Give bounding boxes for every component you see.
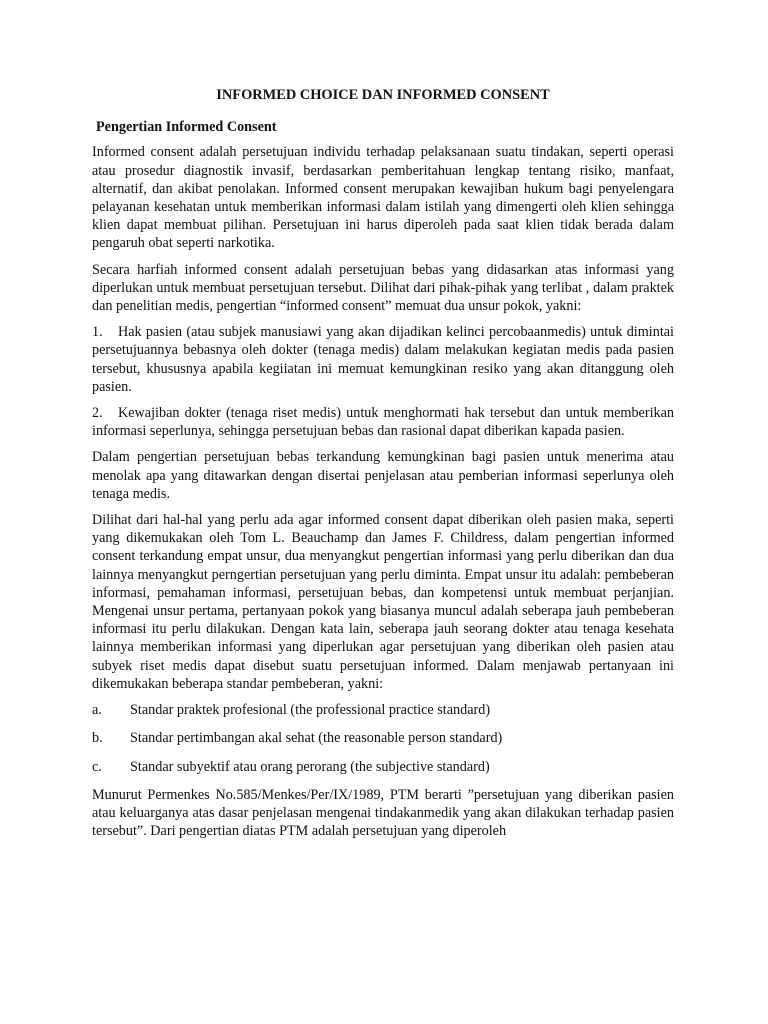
paragraph-literal-meaning: Secara harfiah informed consent adalah persetujuan bebas yang didasarkan atas informasi yang diperlukan untuk membuat persetujuan tersebut. Dilihat dari pihak-pihak yang terlibat , dalam praktek dan penelitian medis, pengertian “informed consent” memuat dua unsur pokok, yakni: xyxy=(92,261,674,315)
list-item-text: Standar praktek profesional (the professional practice standard) xyxy=(130,702,491,719)
paragraph-definition: Informed consent adalah persetujuan individu terhadap pelaksanaan suatu tindakan, seperti operasi atau prosedur diagnostik invasif, berdasarkan pemberitahuan lengkap tentang risiko, manfaat, alternatif, dan akibat penolakan. Informed consent merupakan kewajiban hukum bagi penyelengara pelayanan kesehatan untuk memberikan informasi dalam istilah yang dimengerti oleh klien sehingga klien dapat membuat pilihan. Persetujuan ini harus diperoleh pada saat klien tidak berada dalam pengaruh obat seperti narkotika. xyxy=(92,144,674,252)
list-item-text: Hak pasien (atau subjek manusiawi yang akan dijadikan kelinci percobaanmedis) untuk dimintai persetujuannya bebasnya oleh dokter (tenaga medis) dalam melakukan kegiatan medis pada pasien tersebut, khususnya apabila kegiiatan ini memuat kemungkinan resiko yang akan ditanggung oleh pasien. xyxy=(92,324,674,395)
document-page xyxy=(92,86,674,848)
list-marker: 2. xyxy=(92,405,103,422)
list-marker: a. xyxy=(92,702,102,719)
list-marker: b. xyxy=(92,730,103,747)
section-heading: Pengertian Informed Consent xyxy=(96,119,277,136)
standard-item xyxy=(92,758,674,776)
list-item-text: Kewajiban dokter (tenaga riset medis) untuk menghormati hak tersebut dan untuk memberikan informasi seperlunya, sehingga persetujuan bebas dan rasional dapat diberikan kapada pasien. xyxy=(92,405,674,440)
list-item-text: Standar subyektif atau orang perorang (the subjective standard) xyxy=(130,758,490,775)
paragraph-permenkes: Munurut Permenkes No.585/Menkes/Per/IX/1989, PTM berarti ”persetujuan yang diberikan pasien atau keluarganya atas dasar penjelasan mengenai tindakanmedik yang akan dilakukan terhadap pasien tersebut”. Dari pengertian diatas PTM adalah persetujuan yang diperoleh xyxy=(92,786,674,840)
numbered-item xyxy=(92,323,674,396)
paragraph-free-consent: Dalam pengertian persetujuan bebas terkandung kemungkinan bagi pasien untuk menerima atau menolak apa yang ditawarkan dengan disertai penjelasan atau pemberian informasi seperlunya oleh tenaga medis. xyxy=(92,449,674,502)
paragraph-four-elements: Dilihat dari hal-hal yang perlu ada agar informed consent dapat diberikan oleh pasien maka, seperti yang dikemukakan oleh Tom L. Beauchamp dan James F. Childress, dalam pengertian informed consent terkandung empat unsur, dua menyangkut pengertian informasi yang perlu diberikan dan dua lainnya menyangkut perngertian persetujuan yang perlu diminta. Empat unsur itu adalah: pembeberan informasi, pemahaman informasi, persetujuan bebas, dan kompetensi untuk membuat perjanjian. Mengenai unsur pertama, pertanyaan pokok yang biasanya muncul adalah seberapa jauh pembeberan informasi itu perlu dilakukan. Dengan kata lain, seberapa jauh seorang dokter atau tenaga kesehata lainnya memberikan informasi yang diperlukan agar persetujuan yang diberikan oleh pasien atau subyek riset medis dapat disebut suatu persetujuan informed. Dalam menjawab pertanyaan ini dikemukakan beberapa standar pembeberan, yakni: xyxy=(92,512,674,692)
list-marker: 1. xyxy=(92,324,103,341)
list-marker: c. xyxy=(92,758,102,775)
standard-item xyxy=(92,729,674,747)
document-title: INFORMED CHOICE DAN INFORMED CONSENT xyxy=(216,87,550,103)
numbered-item xyxy=(92,404,674,440)
list-item-text: Standar pertimbangan akal sehat (the reasonable person standard) xyxy=(130,730,503,747)
standard-item xyxy=(92,701,674,719)
